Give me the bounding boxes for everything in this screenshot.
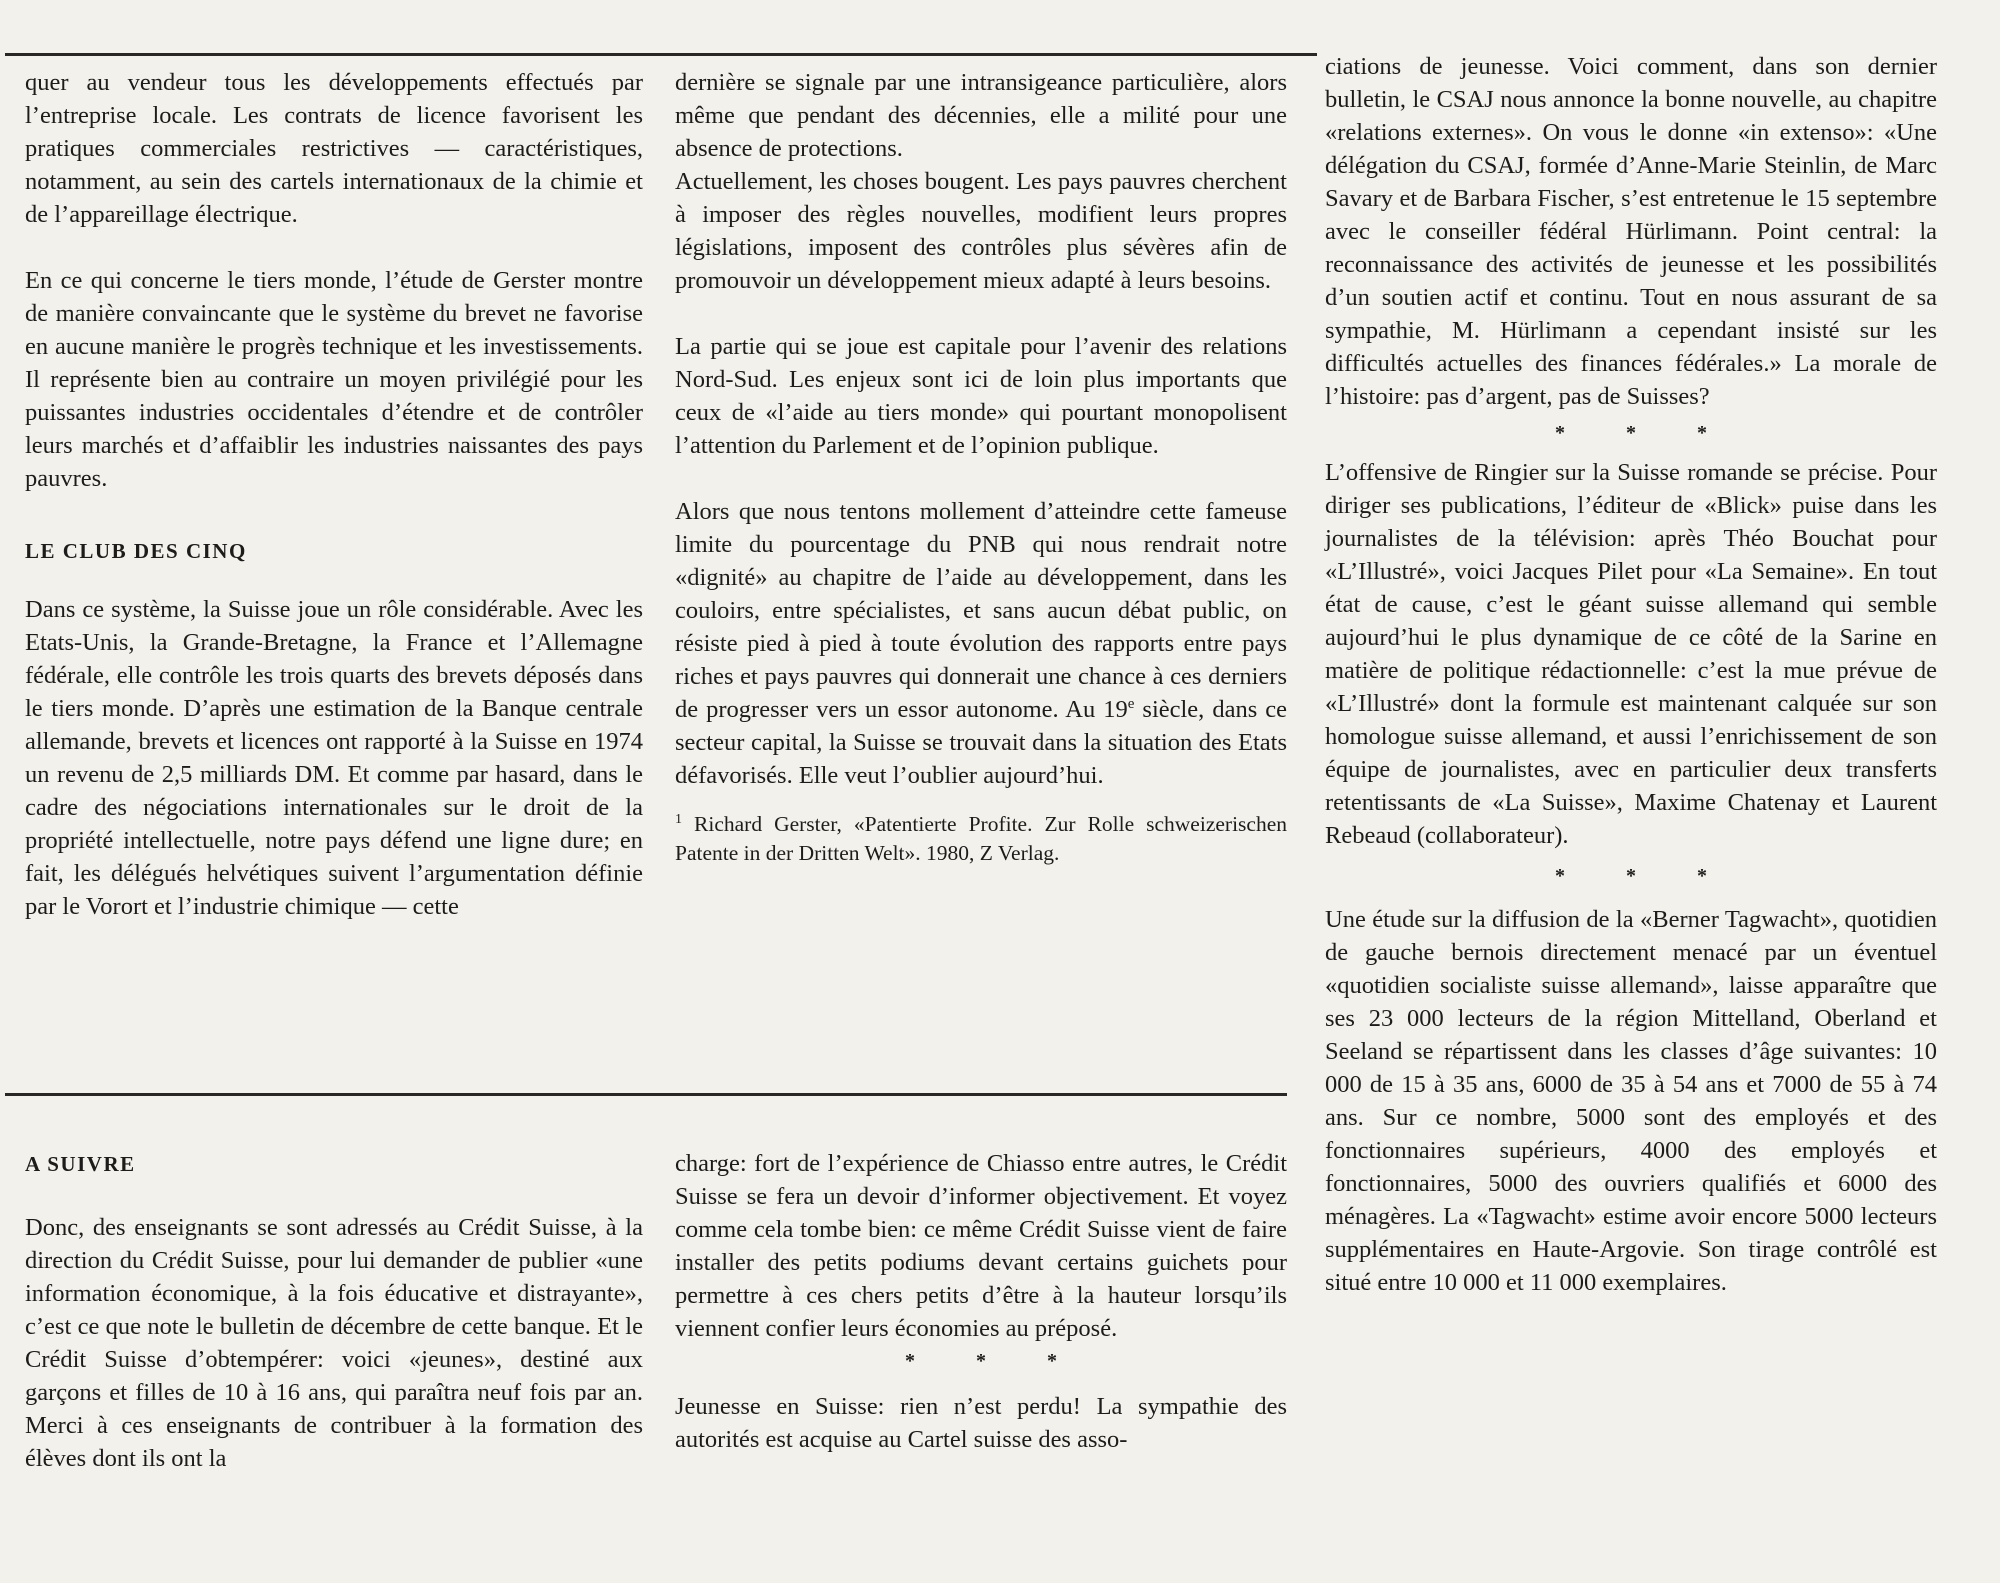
column-1-bottom [25,1148,643,1475]
paragraph: Dans ce système, la Suisse joue un rôle considérable. Avec les Etats-Unis, la Grande-Bretagne, la France et l’Allemagne fédérale, elle contrôle les trois quarts des brevets déposés dans le tiers monde. D’après une estimation de la Banque centrale allemande, brevets et licences ont rapporté à la Suisse en 1974 un revenu de 2,5 milliards DM. Et comme par hasard, dans le cadre des négociations internationales sur le droit de la propriété intellectuelle, notre pays défend une ligne dure; en fait, les délégués helvétiques suivent l’argumentation définie par le Vorort et l’industrie chimique — cette [25,596,643,920]
section-separator: * * * [905,1350,1085,1372]
paragraph: Actuellement, les choses bougent. Les pays pauvres cherchent à imposer des règles nouvelles, modifient leurs propres législations, imposent des contrôles plus sévères afin de promouvoir un développement mieux adapté à leurs besoins. [675,168,1287,294]
footnote-text: Richard Gerster, «Patentierte Profite. Zur Rolle schweizerischen Patente in der Dritten Welt». 1980, Z Verlag. [675,812,1287,865]
paragraph: dernière se signale par une intransigeance particulière, alors même que pendant des décennies, elle a milité pour une absence de protections. [675,69,1287,162]
text-run: siècle, dans ce secteur capital, la Suisse se trouvait dans la situation des Etats défavorisés. Elle veut l’oublier aujourd’hui. [675,696,1287,789]
footnote-mark: 1 [675,811,682,827]
column-2-top [675,66,1287,868]
section-separator: * * * [1555,865,1735,887]
paragraph: ciations de jeunesse. Voici comment, dans son dernier bulletin, le CSAJ nous annonce la bonne nouvelle, au chapitre «relations externes». On vous le donne «in extenso»: «Une délégation du CSAJ, formée d’Anne-Marie Steinlin, de Marc Savary et de Barbara Fischer, s’est entretenue le 15 septembre avec le conseiller fédéral Hürlimann. Point central: la reconnaissance des activités de jeunesse et les possibilités d’un soutien actif et continu. Tout en nous assurant de sa sympathie, M. Hürlimann a cependant insisté sur les difficultés actuelles des finances fédérales.» La morale de l’histoire: pas d’argent, pas de Suisses? [1325,53,1937,410]
column-2-bottom [675,1147,1287,1456]
paragraph: L’offensive de Ringier sur la Suisse romande se précise. Pour diriger ses publications, l’éditeur de «Blick» puise dans les journalistes de la télévision: après Théo Bouchat pour «L’Illustré», voici Jacques Pilet pour «La Semaine». En tout état de cause, c’est le géant suisse allemand qui semble aujourd’hui le plus dynamique de ce côté de la Sarine en matière de politique rédactionnelle: c’est la mue prévue de «L’Illustré» dont la formule est maintenant calquée sur son homologue suisse allemand, et aussi l’enrichissement de son équipe de journalistes, avec en particulier deux transferts retentissants de «La Suisse», Maxime Chatenay et Laurent Rebeaud (collaborateur). [1325,459,1937,849]
column-3 [1325,50,1937,1299]
section-heading-club-des-cinq: LE CLUB DES CINQ [25,539,247,563]
text-run: Alors que nous tentons mollement d’atteindre cette fameuse limite du pourcentage du PNB qui nous rendrait notre «dignité» au chapitre de l’aide au développement, dans les couloirs, entre spécialistes, et sans aucun débat public, on résiste pied à pied à toute évolution des rapports entre pays riches et pays pauvres qui donnerait une chance à ces derniers de progresser vers un essor autonome. Au 19 [675,498,1287,723]
paragraph: La partie qui se joue est capitale pour l’avenir des relations Nord-Sud. Les enjeux sont ici de loin plus importants que ceux de «l’aide au tiers monde» qui pourtant monopolisent l’attention du Parlement et de l’opinion publique. [675,333,1287,459]
paragraph: Jeunesse en Suisse: rien n’est perdu! La sympathie des autorités est acquise au Cartel suisse des asso- [675,1393,1287,1453]
section-heading-a-suivre: A SUIVRE [25,1152,136,1176]
superscript: e [1127,695,1135,712]
paragraph: charge: fort de l’expérience de Chiasso entre autres, le Crédit Suisse se fera un devoir d’informer objectivement. Et voyez comme cela tombe bien: ce même Crédit Suisse vient de faire installer des petits podiums devant certains guichets pour permettre à ces chers petits d’être à la hauteur lorsqu’ils viennent confier leurs économies au préposé. [675,1150,1287,1342]
column-1-top [25,66,643,923]
paragraph: Une étude sur la diffusion de la «Berner Tagwacht», quotidien de gauche bernois directement menacé par un éventuel «quotidien socialiste suisse allemand», laisse apparaître que ses 23 000 lecteurs de la région Mittelland, Oberland et Seeland se répartissent dans les classes d’âge suivantes: 10 000 de 15 à 35 ans, 6000 de 35 à 54 ans et 7000 de 55 à 74 ans. Sur ce nombre, 5000 sont des employés et des fonctionnaires supérieurs, 4000 des employés et fonctionnaires, 5000 des ouvriers qualifiés et 6000 des ménagères. La «Tagwacht» estime avoir encore 5000 lecteurs supplémentaires en Haute-Argovie. Son tirage contrôlé est situé entre 10 000 et 11 000 exemplaires. [1325,906,1937,1296]
paragraph: quer au vendeur tous les développements effectués par l’entreprise locale. Les contrats de licence favorisent les pratiques commerciales restrictives — caractéristiques, notamment, au sein des cartels internationaux de la chimie et de l’appareillage électrique. [25,69,643,228]
paragraph: Donc, des enseignants se sont adressés au Crédit Suisse, à la direction du Crédit Suisse, pour lui demander de publier «une information économique, à la fois éducative et distrayante», c’est ce que note le bulletin de décembre de cette banque. Et le Crédit Suisse d’obtempérer: voici «jeunes», destiné aux garçons et filles de 10 à 16 ans, qui paraîtra neuf fois par an. Merci à ces enseignants de contribuer à la formation des élèves dont ils ont la [25,1214,643,1472]
paragraph: En ce qui concerne le tiers monde, l’étude de Gerster montre de manière convaincante que le système du brevet ne favorise en aucune manière le progrès technique et les investissements. Il représente bien au contraire un moyen privilégié pour les puissantes industries occidentales d’étendre et de contrôler leurs marchés et d’affaiblir les industries naissantes des pays pauvres. [25,267,643,492]
middle-rule [5,1093,1287,1096]
paragraph [675,495,1287,792]
top-rule [5,53,1317,56]
footnote [675,810,1287,868]
section-separator: * * * [1555,422,1735,444]
